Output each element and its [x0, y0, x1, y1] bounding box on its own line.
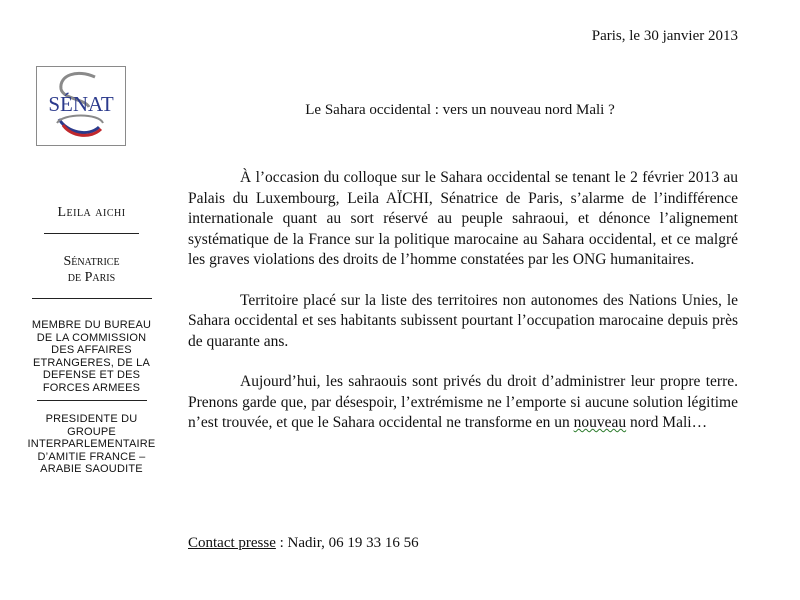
contact-value: : Nadir, 06 19 33 16 56 — [275, 535, 419, 551]
membership-line: DEFENSE ET DES — [42, 369, 141, 381]
divider — [44, 233, 139, 234]
paragraph-2: Territoire placé sur la liste des territoires non autonomes des Nations Unies, le Sahara occidental et ses habitants subissent pourtant l’occupation marocaine depuis près de quarante ans. — [188, 291, 738, 350]
press-contact — [188, 535, 419, 552]
presidency-block — [14, 413, 169, 476]
divider — [32, 298, 152, 299]
press-release-body — [188, 168, 738, 444]
divider — [37, 400, 147, 401]
role-line-1: Sénatrice — [63, 254, 120, 269]
presidency-line: PRESIDENTE DU — [45, 413, 138, 425]
paragraph-3 — [188, 372, 738, 434]
paragraph-3-text: Aujourd’hui, les sahraouis sont privés du droit d’administrer leur propre terre. Prenons garde que, par désespoir, l’extrémisme ne l’emporte si aucune solution légitime n’est trouvée, et que le Sahara occidental ne transforme en un — [188, 373, 738, 431]
sidebar — [14, 206, 169, 476]
presidency-line: ARABIE SAOUDITE — [40, 463, 143, 475]
logo-text: SÉNAT — [48, 92, 114, 116]
paragraph-1: À l’occasion du colloque sur le Sahara occidental se tenant le 2 février 2013 au Palais du Luxembourg, Leila AÏCHI, Sénatrice de Paris, s’alarme de l’indifférence internationale quant au sort réservé au peuple sahraoui, et dénonce l’alignement systématique de la France sur la politique marocaine au Sahara occidental, et ce malgré les graves violations des droits de l’homme constatées par les ONG humanitaires. — [188, 169, 738, 268]
senator-name: Leila aichi — [57, 205, 126, 220]
document-title: Le Sahara occidental : vers un nouveau nord Mali ? — [305, 102, 615, 118]
membership-line: DES AFFAIRES — [51, 344, 132, 356]
membership-block — [14, 319, 169, 394]
paragraph-3-end: nord Mali… — [626, 414, 708, 431]
membership-line: DE LA COMMISSION — [36, 331, 147, 344]
membership-line: MEMBRE DU BUREAU — [31, 319, 152, 331]
presidency-line: INTERPARLEMENTAIRE — [27, 438, 156, 450]
membership-line: FORCES ARMEES — [42, 381, 141, 394]
role-line-2: de Paris — [67, 270, 116, 285]
spellcheck-underlined-word: nouveau — [573, 414, 627, 431]
presidency-line: GROUPE — [67, 425, 116, 438]
membership-line: ETRANGERES, DE LA — [32, 356, 151, 369]
presidency-line: D’AMITIE FRANCE – — [37, 450, 146, 463]
contact-label: Contact presse — [188, 535, 276, 551]
document-date: Paris, le 30 janvier 2013 — [591, 28, 738, 44]
